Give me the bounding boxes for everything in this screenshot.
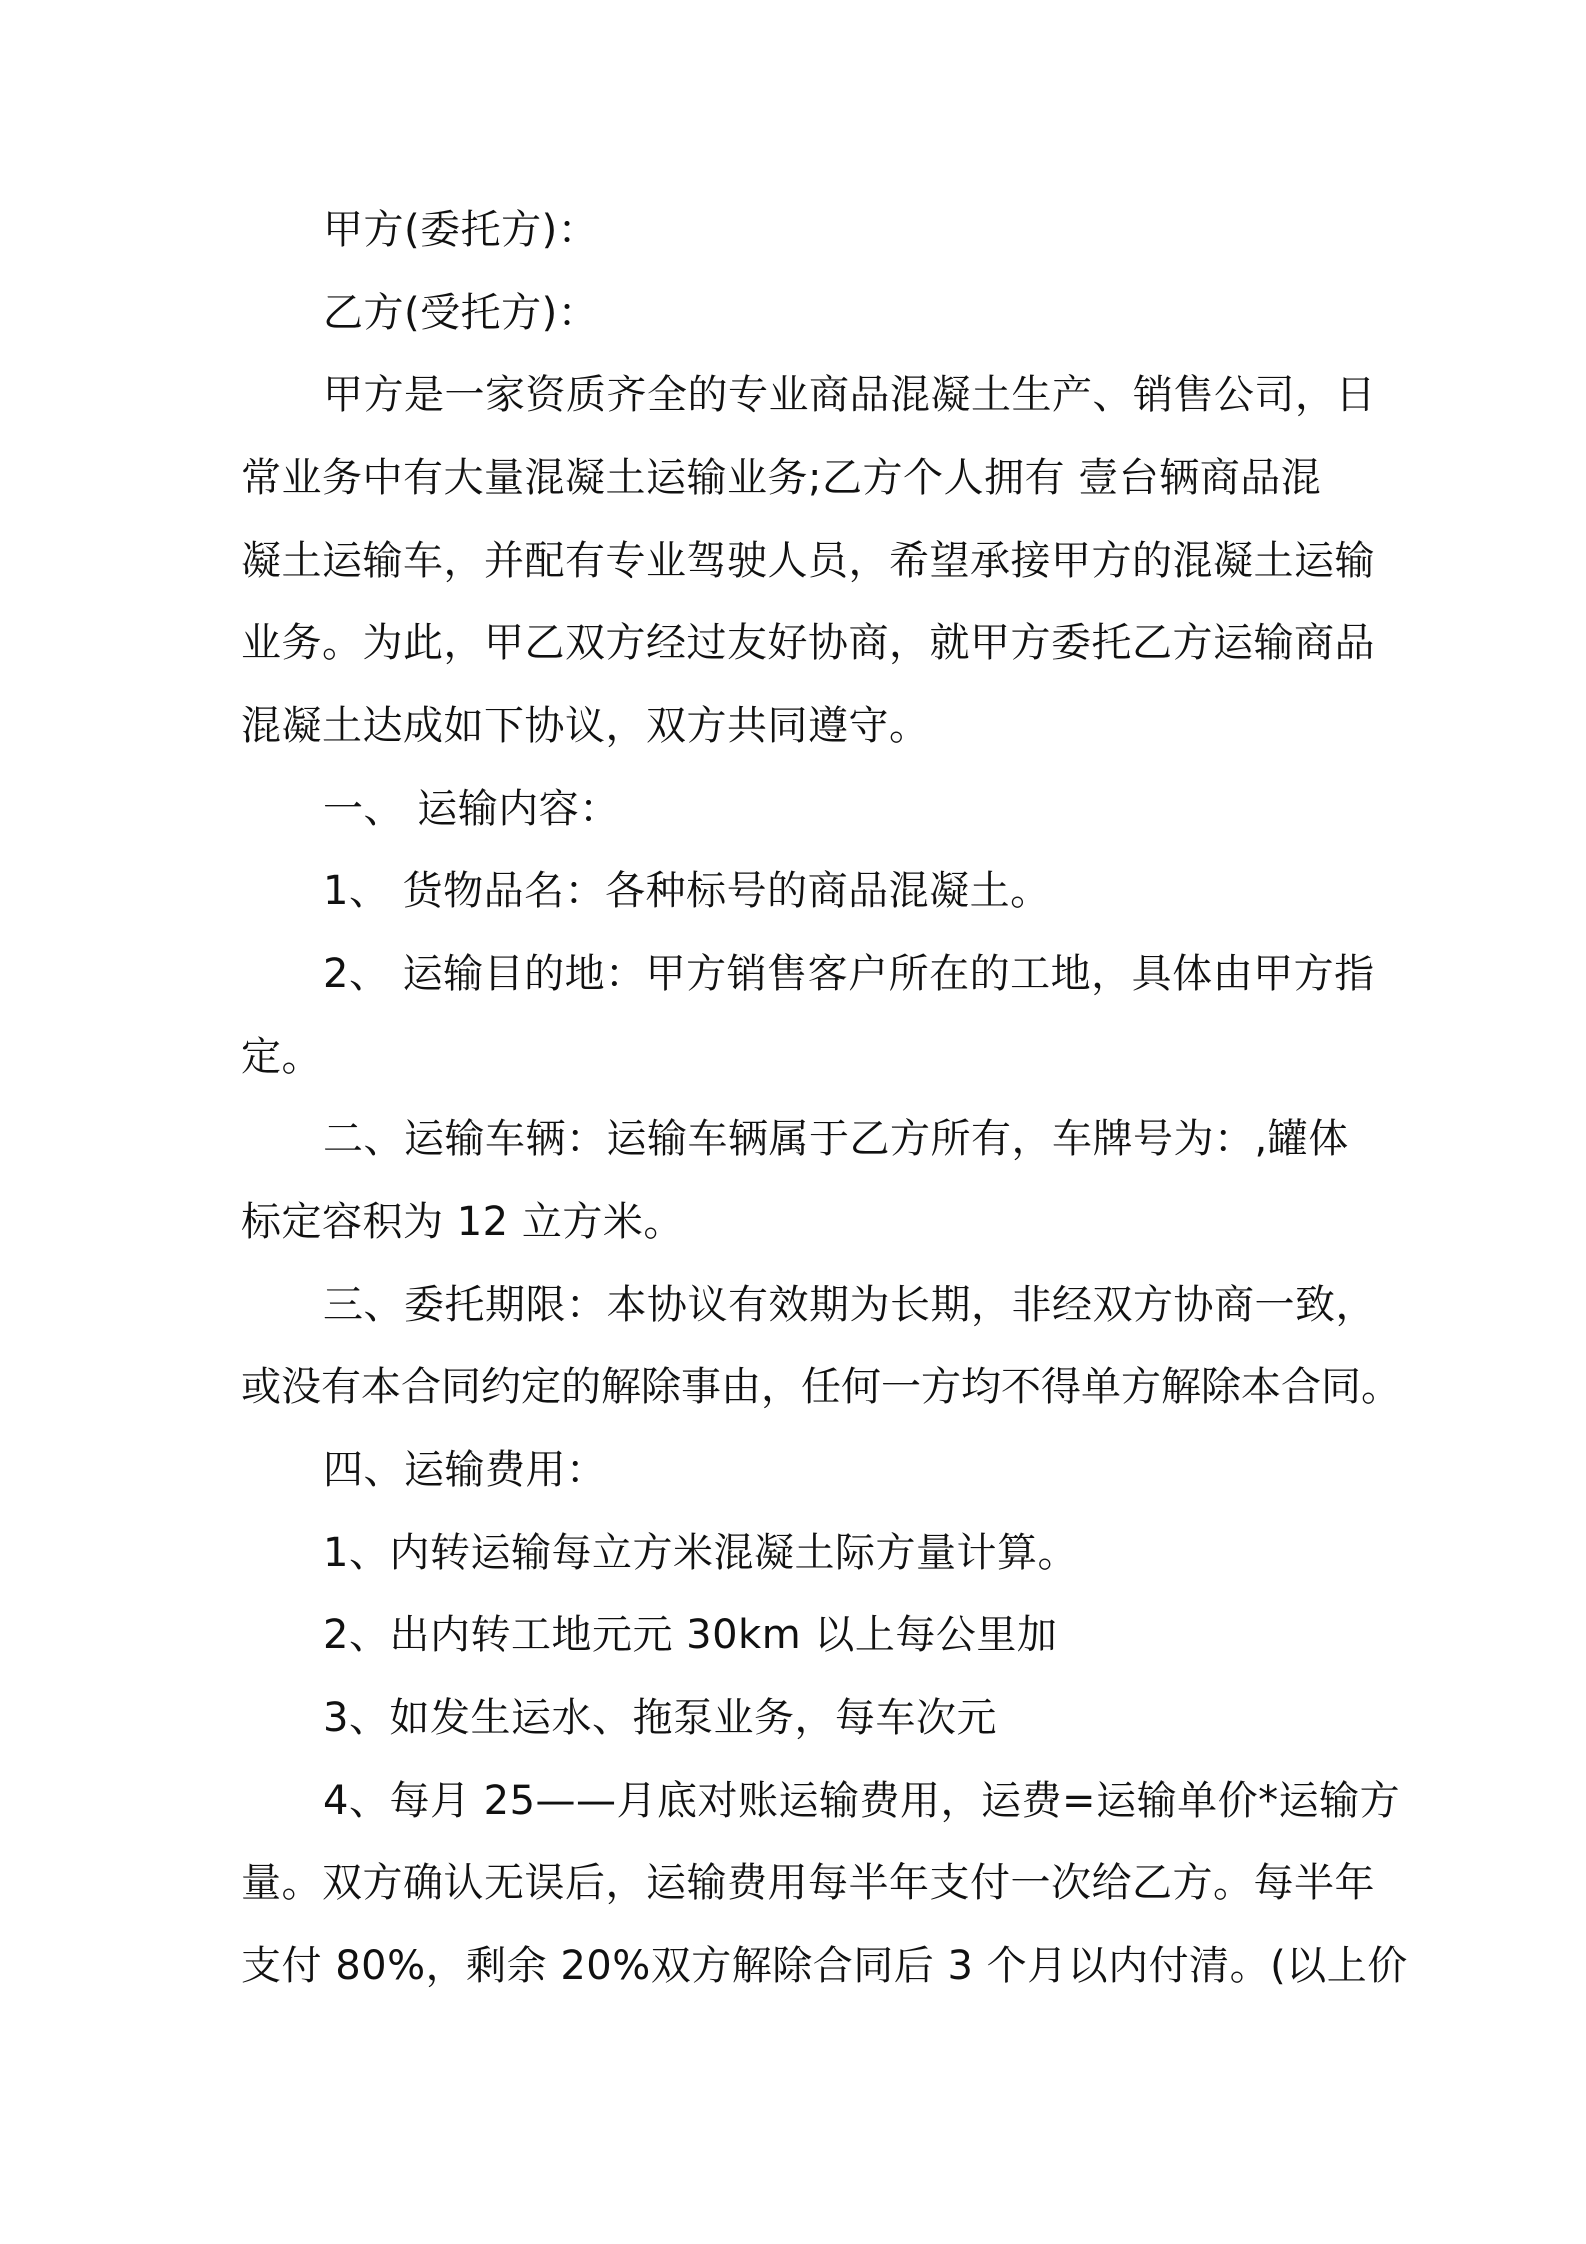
section-2-line-2: 标定容积为 12 立方米。 xyxy=(241,1199,684,1245)
intro-line-2: 常业务中有大量混凝土运输业务;乙方个人拥有 壹台辆商品混 xyxy=(241,455,1322,501)
section-3-line-1: 三、委托期限：本协议有效期为长期，非经双方协商一致， xyxy=(323,1282,1376,1328)
intro-line-4: 业务。为此，甲乙双方经过友好协商，就甲方委托乙方运输商品 xyxy=(241,620,1375,666)
party-a-line: 甲方(委托方)： xyxy=(323,207,599,253)
section-1-item-2-line-1: 2、 运输目的地：甲方销售客户所在的工地，具体由甲方指 xyxy=(323,951,1375,997)
intro-line-3: 凝土运输车，并配有专业驾驶人员，希望承接甲方的混凝土运输 xyxy=(241,538,1375,584)
intro-line-1: 甲方是一家资质齐全的专业商品混凝土生产、销售公司，日 xyxy=(323,372,1376,418)
section-1-item-2-line-2: 定。 xyxy=(241,1034,322,1080)
section-2-line-1: 二、运输车辆：运输车辆属于乙方所有，车牌号为：,罐体 xyxy=(323,1116,1349,1162)
section-4-item-4-line-3: 支付 80%，剩余 20%双方解除合同后 3 个月以内付清。(以上价 xyxy=(241,1943,1408,1989)
section-1-item-1: 1、 货物品名：各种标号的商品混凝土。 xyxy=(323,868,1051,914)
section-4-item-4-line-2: 量。双方确认无误后，运输费用每半年支付一次给乙方。每半年 xyxy=(241,1860,1375,1906)
section-4-item-2: 2、出内转工地元元 30km 以上每公里加 xyxy=(323,1612,1058,1658)
section-4-item-1: 1、内转运输每立方米混凝土际方量计算。 xyxy=(323,1530,1078,1576)
section-4-item-3: 3、如发生运水、拖泵业务，每车次元 xyxy=(323,1695,997,1741)
party-b-line: 乙方(受托方)： xyxy=(323,290,599,336)
intro-line-5: 混凝土达成如下协议，双方共同遵守。 xyxy=(241,703,930,749)
section-4-item-4-line-1: 4、每月 25——月底对账运输费用，运费=运输单价*运输方 xyxy=(323,1778,1401,1824)
section-1-heading: 一、 运输内容： xyxy=(323,786,620,832)
section-4-heading: 四、运输费用： xyxy=(323,1447,607,1493)
section-3-line-2: 或没有本合同约定的解除事由，任何一方均不得单方解除本合同。 xyxy=(241,1364,1401,1410)
